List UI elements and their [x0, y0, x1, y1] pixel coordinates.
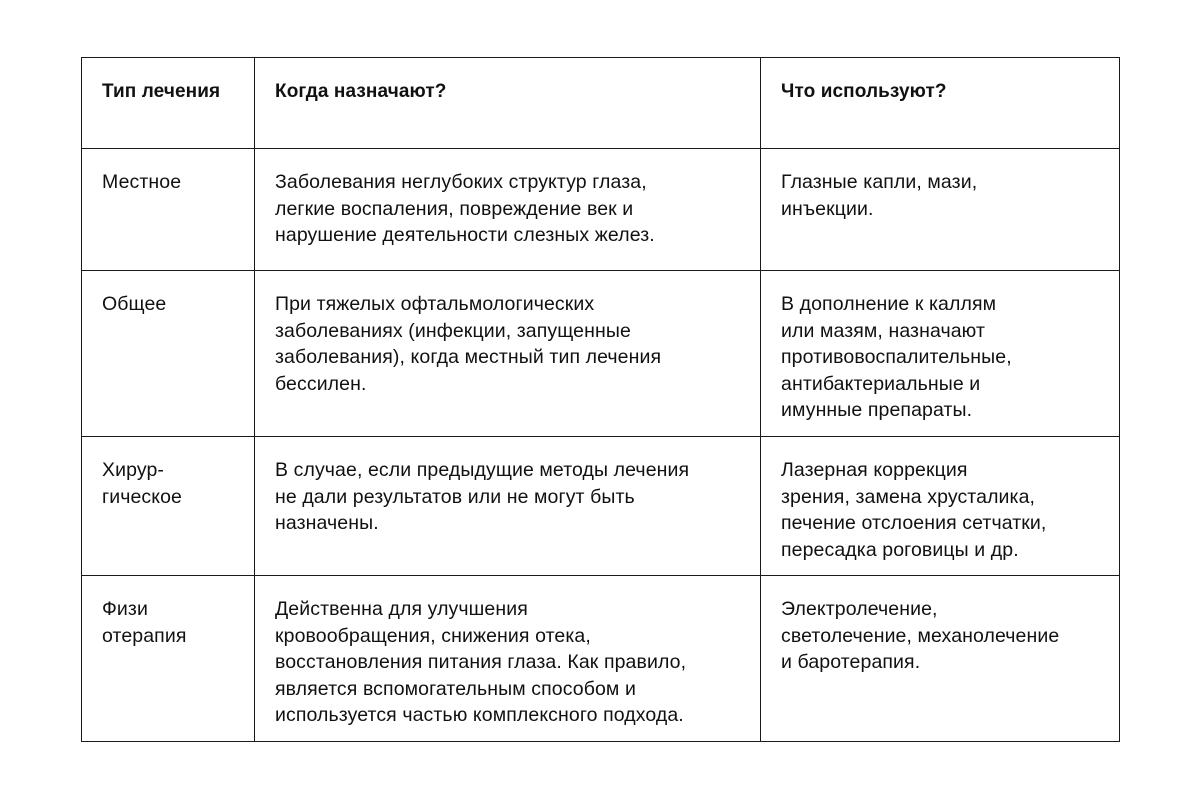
table-row [82, 149, 1120, 271]
cell-treatment-type: Местное [82, 149, 255, 271]
cell-what-used: Лазерная коррекция зрения, замена хрусталика, печение отслоения сетчатки, пересадка роговицы и др. [761, 437, 1120, 576]
cell-what-used: Электролечение, светолечение, механолечение и баротерапия. [761, 576, 1120, 742]
cell-when-prescribed: Заболевания неглубоких структур глаза, легкие воспаления, повреждение век и нарушение деятельности слезных желез. [255, 149, 761, 271]
header-what-used: Что используют? [761, 58, 1120, 149]
cell-when-prescribed: В случае, если предыдущие методы лечения не дали результатов или не могут быть назначены. [255, 437, 761, 576]
cell-what-used: Глазные капли, мази, инъекции. [761, 149, 1120, 271]
cell-treatment-type: Хирур- гическое [82, 437, 255, 576]
cell-treatment-type: Физи отерапия [82, 576, 255, 742]
cell-treatment-type: Общее [82, 271, 255, 437]
table-row [82, 576, 1120, 742]
cell-what-used: В дополнение к каллям или мазям, назначают противовоспалительные, антибактериальные и имунные препараты. [761, 271, 1120, 437]
table-row [82, 271, 1120, 437]
cell-when-prescribed: Действенна для улучшения кровообращения, снижения отека, восстановления питания глаза. Как правило, является вспомогательным способом и используется частью комплексного подхода. [255, 576, 761, 742]
header-treatment-type: Тип лечения [82, 58, 255, 149]
table-header-row [82, 58, 1120, 149]
table-row [82, 437, 1120, 576]
treatment-table [81, 57, 1120, 742]
cell-when-prescribed: При тяжелых офтальмологических заболеваниях (инфекции, запущенные заболевания), когда местный тип лечения бессилен. [255, 271, 761, 437]
header-when-prescribed: Когда назначают? [255, 58, 761, 149]
